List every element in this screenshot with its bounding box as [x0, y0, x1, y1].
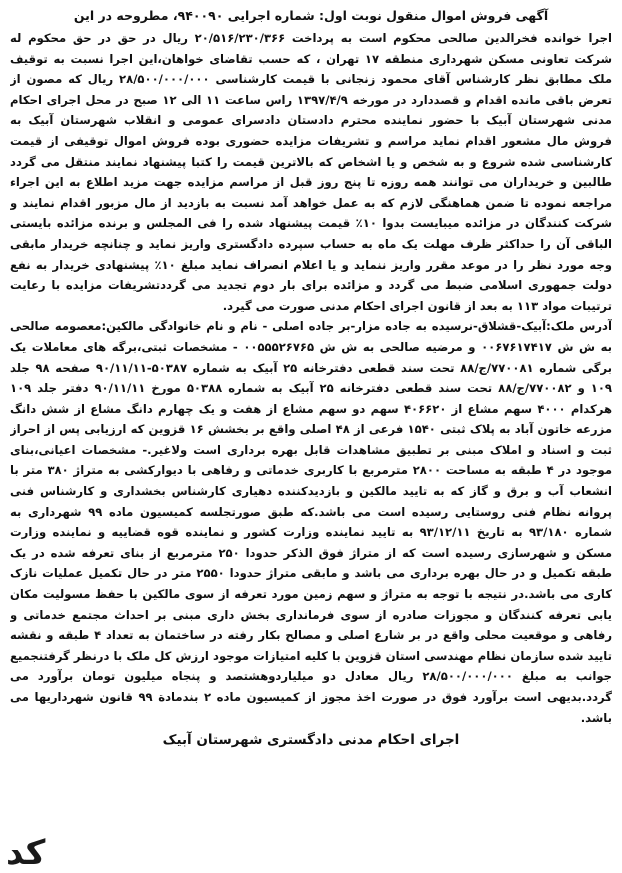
legal-notice [10, 6, 612, 862]
notice-title: آگهی فروش اموال منقول نوبت اول: شماره اجرایی ۹۴۰۰۹۰، مطروحه در این [73, 8, 549, 23]
notice-body-paragraph-2: آدرس ملک:آبیک-قشلاق-نرسیده به جاده مزار-بر جاده اصلی - نام و نام خانوادگی مالکین:معصومه صالحی به ش ش ۰۰۶۷۶۱۷۴۱۷ و مرضیه صالحی به ش ش ۰۰۵۵۵۲۶۷۶۵ - مشخصات ثبتی،برگه های معاملات یک برگی شماره ۷۷۰۰۸۱/ج/۸۸ تحت سند قطعی دفترخانه ۲۵ آبیک به شماره ۵۰۳۸۷-۹۰/۱۱/۱۱ صفحه ۹۸ جلد ۱۰۹ و ۷۷۰۰۸۲/ج/۸۸ تحت سند قطعی دفترخانه ۲۵ آبیک به شماره ۵۰۳۸۸ مورخ ۹۰/۱۱/۱۱ دفتر جلد ۱۰۹ هرکدام ۴۰۰۰ سهم مشاع از ۴۰۶۶۲۰ سهم دو سهم مشاع از هفت و یک چهارم دانگ مشاع از شش دانگ مزرعه خاتون آباد به پلاک ثبتی ۱۵۴۰ فرعی از ۴۸ اصلی واقع بر بخشش ۱۶ قزوین که ارزیابی پس از احراز ثبت و اسناد و املاک مبنی بر تطبیق مشاهدات قابل بهره برداری است ولاغیر.- مشخصات اعیانی،بنای موجود در ۴ طبقه به مساحت ۲۸۰۰ مترمربع با کاربری خدماتی و رفاهی با دیوارکشی به متراژ ۳۸۰ متر با انشعاب آب و برق و گاز که به تایید مالکین و بازدیدکننده دهیاری کارشناس بخشداری و کارشناس فنی پروانه نظام فنی روستایی رسیده است می باشد.که طبق صورتجلسه کمیسیون ماده ۹۹ شهرداری به شماره ۹۳/۱۸۰ به تاریخ ۹۳/۱۲/۱۱ به تایید نماینده وزارت کشور و نماینده قوه قضاییه و نماینده وزارت مسکن و شهرسازی رسیده است که از متراژ فوق الذکر حدودا ۲۵۰ مترمربع از بنای تعرفه شده در یک طبقه تکمیل و در حال بهره برداری می باشد و مابقی متراژ حدودا ۲۵۵۰ متر در حال تکمیل عملیات نازک کاری می باشد.در نتیجه با توجه به متراژ و سهم زمین مورد تعرفه از سوی مالکین با حفظ مسولیت مکان یابی تعرفه کنندگان و مجوزات صادره از سوی فرمانداری بخش داری مبنی بر احداث مجتمع خدماتی و رفاهی و موقعیت محلی واقع در بر شارع اصلی و مصالح بکار رفته در ساختمان به تعداد ۴ طبقه و نقشه تایید شده سازمان نظام مهندسی استان قزوین با کلیه امتیازات موجود ارزش کل ملک با درنظر گرفتنجمیع جوانب به مبلغ ۲۸/۵۰۰/۰۰۰/۰۰۰ ریال معادل دو میلیاردوهشتصد و پنجاه میلیون تومان برآورد می گردد.بدیهی است برآورد فوق در صورت اخذ مجوز از کمیسیون ماده ۲ بندمادة ۹۹ قانون شهرداریها می باشد. [10, 319, 612, 725]
notice-signature: اجرای احکام مدنی دادگستری شهرستان آبیک [162, 732, 460, 749]
notice-body-paragraph-1: اجرا خوانده فخرالدین صالحی محکوم است به پرداخت ۲۰/۵۱۶/۲۳۰/۳۶۶ ریال در حق در حق محکوم له شرکت تعاونی مسکن شهرداری منطقه ۱۷ تهران ، که حسب تقاضای خواهان،این اجرا نسبت به توقیف ملک مطابق نظر کارشناس آقای محمود زنجانی با قیمت کارشناسی ۲۸/۵۰۰/۰۰۰/۰۰۰ ریال که مصون از تعرض باقی مانده اقدام و قصددارد در مورخه ۱۳۹۷/۴/۹ راس ساعت ۱۱ الی ۱۲ صبح در محل اجرای احکام مدنی شهرستان آبیک با حضور نماینده محترم دادستان دادسرای عمومی و انقلاب شهرستان آبیک به فروش مال مشعور اقدام نماید مراسم و تشریفات مزایده حضوری بوده فروش اموال توقیفی از قیمت کارشناسی شده شروع و به شخص و یا اشخاص که بالاترین قیمت را کتبا پیشنهاد نمایند منتقل می گردد طالبین و خریداران می توانند همه روزه تا پنج روز قبل از مراسم مزایده جهت مزید اطلاع به این اجراء مراجعه نموده تا ضمن هماهنگی لازم که به عمل خواهد آمد نسبت به بازدید از مال مزبور اقدام نمایند و شرکت کنندگان در مزائده میبایست بدوا ۱۰٪ قیمت پیشنهاد شده را فی المجلس و برنده مزائده بایستی الباقی آن را حداکثر ظرف مهلت یک ماه به حساب سپرده دادگستری واریز نماید و چنانچه خریدار مابقی وجه مورد نظر را در موعد مقرر واریز ننماید و یا اعلام انصراف نماید مبلغ ۱۰٪ پیشنهادی خریدار به نفع دولت جمهوری اسلامی ضبط می گردد و مزائده برای بار دوم تجدید می گرددتشریفات مزایده با رعایت ترتیبات مواد ۱۱۳ به بعد از قانون اجرای احکام مدنی صورت می گیرد. [10, 31, 612, 313]
corner-code-mark: کد [6, 833, 46, 873]
